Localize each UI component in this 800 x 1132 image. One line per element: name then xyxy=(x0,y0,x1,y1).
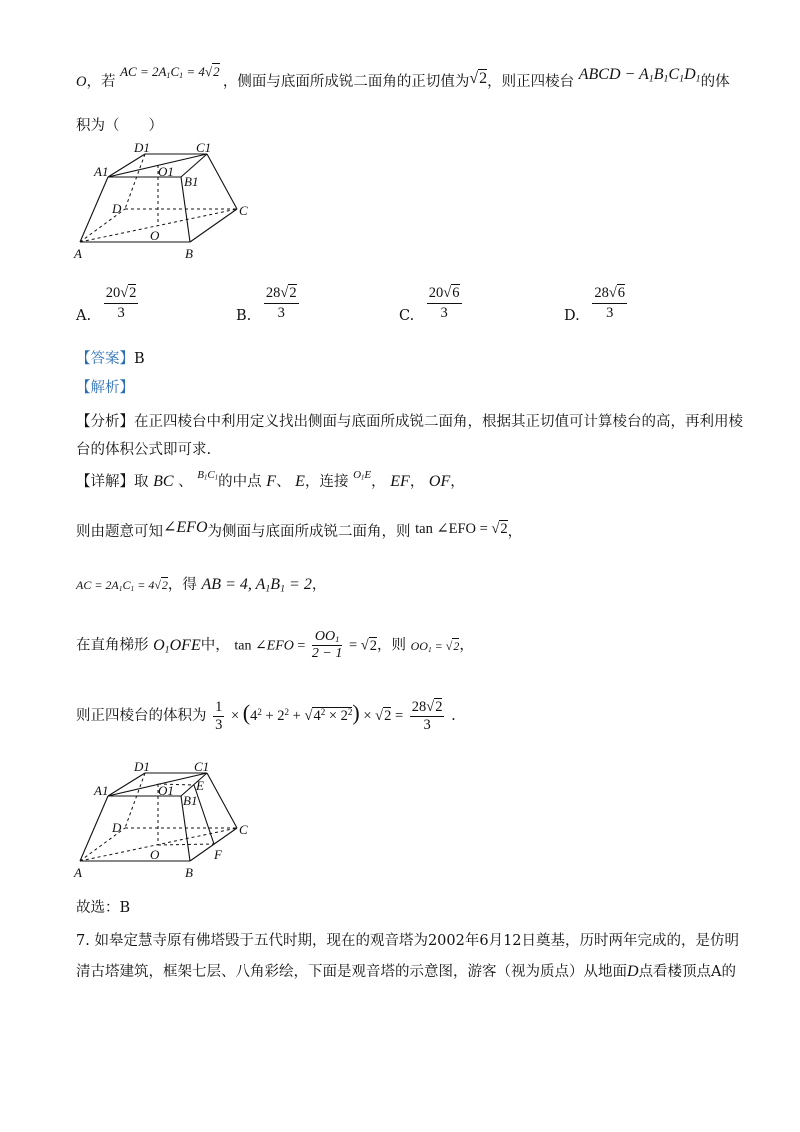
step-2: AC = $2A_1C_1 = 4√2$，得 AB = 4, $A_1B_1 = 2$， xyxy=(76,576,327,595)
label-o: O xyxy=(150,228,160,243)
label-e: E xyxy=(196,778,204,793)
label-o1: O1 xyxy=(158,783,174,798)
point-o: O xyxy=(76,74,87,90)
fenxi-line-2: 台的体积公式即可求. xyxy=(76,442,212,458)
option-a[interactable]: A. $\frac{20√2}{3}$ xyxy=(76,285,137,324)
frustum-name: ABCD − $A_1B_1C_1D_1$ xyxy=(578,66,701,85)
option-d[interactable]: D. $\frac{28√6}{3}$ xyxy=(564,285,626,324)
ac-expression: AC = $2A_1C_1 = 4√2$ xyxy=(120,64,220,80)
label-a: A xyxy=(74,246,82,261)
fenxi-line-1: 【分析】在正四棱台中利用定义找出侧面与底面所成锐二面角，根据其正切值可计算棱台的高，再利用棱 xyxy=(76,414,743,430)
label-o1: O1 xyxy=(158,164,174,179)
step-4: 则正四棱台的体积为 $\frac{1}{3}$ × $(4^2 + 2^2 + √4^2 \times 2^2) \times √2$ = $\frac{28√2}{3}$ . xyxy=(76,699,456,733)
label-d1: D1 xyxy=(134,140,150,155)
label-b1: B1 xyxy=(183,793,198,808)
text-ruo: ，若 xyxy=(86,74,116,90)
option-c[interactable]: C. $\frac{20√6}{3}$ xyxy=(399,285,460,324)
text-tail: 的体 xyxy=(700,74,730,90)
conclusion: 故选：B xyxy=(76,900,131,916)
label-b: B xyxy=(185,865,193,880)
problem-line-1 xyxy=(76,64,730,91)
step-1: 则由题意可知∠EFO为侧面与底面所成锐二面角，则 tan ∠EFO = √2， xyxy=(76,519,523,540)
label-b1: B1 xyxy=(184,174,199,189)
label-b: B xyxy=(185,246,193,261)
detail-line: 【详解】取 BC 、 $^{B_1C_1}$的中点 F、 E，连接 $^{O_1E}$， EF， OF， xyxy=(76,469,465,490)
text-dihedral: ，侧面与底面所成锐二面角的正切值为 xyxy=(222,74,470,90)
text-then: ，则正四棱台 xyxy=(487,74,575,90)
label-f: F xyxy=(214,847,222,862)
label-c1: C1 xyxy=(194,759,210,774)
frustum-figure-1 xyxy=(70,138,260,268)
analysis-tag: 【解析】 xyxy=(76,380,134,396)
q7-line-2: 清古塔建筑，框架七层、八角彩绘，下面是观音塔的示意图，游客（视为质点）从地面D点看楼顶点A的 xyxy=(76,963,737,980)
label-d1: D1 xyxy=(134,759,150,774)
option-b[interactable]: B. $\frac{28√2}{3}$ xyxy=(236,285,297,324)
label-c: C xyxy=(239,822,248,837)
label-d: D xyxy=(112,820,122,835)
label-a1: A1 xyxy=(94,164,109,179)
label-c: C xyxy=(239,203,248,218)
problem-line-2: 积为（ ） xyxy=(76,118,163,134)
label-a: A xyxy=(74,865,82,880)
frustum-figure-2 xyxy=(70,757,260,887)
label-o: O xyxy=(150,847,160,862)
answer-line: 【答案】B xyxy=(76,351,145,367)
step-3: 在直角梯形 $O_1OFE$中， tan ∠EFO = $\frac{OO_1}{2 - 1}$ = √2，则 $OO_1 = √2$， xyxy=(76,629,474,661)
label-a1: A1 xyxy=(94,783,109,798)
q7-line-1: 7. 如皋定慧寺原有佛塔毁于五代时期，现在的观音塔为2002年6月12日奠基，历时两年完成的，是仿明 xyxy=(76,933,740,949)
label-c1: C1 xyxy=(196,140,212,155)
tan-value: √2 xyxy=(469,70,488,87)
label-d: D xyxy=(112,201,122,216)
